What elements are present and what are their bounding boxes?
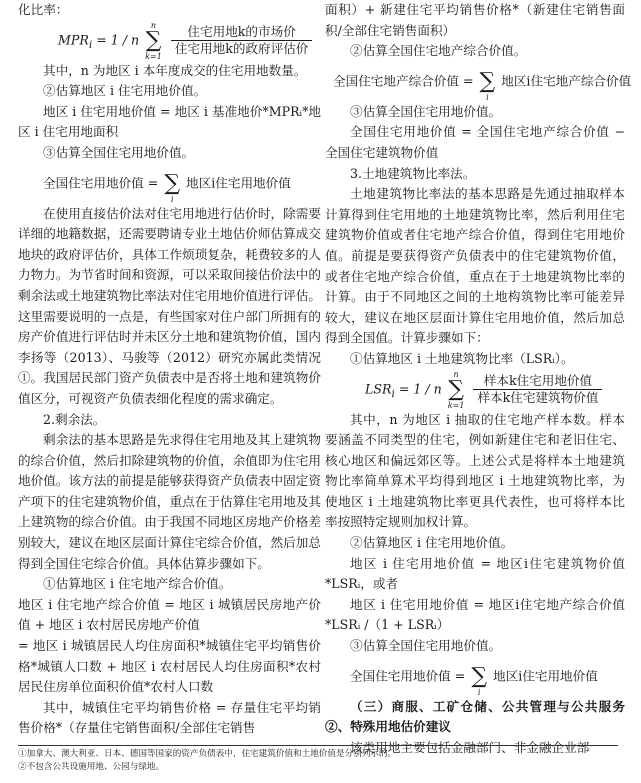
equation-lsr bbox=[325, 370, 625, 410]
summation-symbol: ∑ i bbox=[471, 663, 488, 697]
paragraph: 土地建筑物比率法的基本思路是先通过抽取样本计算得到住宅用地的土地建筑物比率，然后利用住宅建筑物价值或者住宅地产综合价值，得到住宅用地价值。前提是要获得资产负债表中的住宅建筑物价值，或者住宅地产综合价值，重点在于土地建筑物比率的计算。由于不同地区之间的土地构筑物比率可能差异较大，建议在地区层面计算住宅用地价值，然后加总得到全国值。计算步骤如下： bbox=[325, 186, 625, 346]
formula-text: 地区 i 住宅用地价值 = 地区i住宅建筑物价值*LSRᵢ，或者 bbox=[325, 555, 625, 592]
fraction bbox=[473, 373, 602, 406]
section-heading: （三）商服、工矿仓储、公共管理与公共服务②、特殊用地估价建议 bbox=[325, 698, 625, 735]
right-column bbox=[325, 0, 632, 758]
paragraph: 其中，城镇住宅平均销售价格 = 存量住宅平均销售价格*（存量住宅销售面积/全部住宅销售 bbox=[18, 699, 321, 736]
formula-text: 地区 i 住宅用地价值 = 地区 i 基准地价*MPRᵢ*地区 i 住宅用地面积 bbox=[18, 103, 321, 140]
text-line: ③估算全国住宅用地价值。 bbox=[350, 638, 502, 654]
text-line: ①估算地区 i 土地建筑物比率（LSRᵢ）。 bbox=[350, 350, 574, 366]
text-line: 其中，n 为地区 i 本年度成交的住宅用地数量。 bbox=[43, 62, 307, 78]
footnote-2: ②不包含公共设施用地、公园与绿地。 bbox=[18, 762, 165, 772]
eq-lhs: 全国住宅地产综合价值 = bbox=[333, 73, 478, 89]
summation-symbol: n ∑ k=1 bbox=[145, 20, 162, 61]
summation-symbol: ∑ i bbox=[164, 170, 181, 204]
eq-rhs: 地区i住宅用地价值 bbox=[186, 175, 291, 191]
summation-symbol: n ∑ k=1 bbox=[447, 369, 465, 410]
text-line: ③估算全国住宅用地价值。 bbox=[43, 144, 195, 160]
subheading: 2.剩余法。 bbox=[43, 411, 106, 427]
eq-lhs: 全国住宅用地价值 = bbox=[350, 668, 470, 684]
footnotes bbox=[18, 745, 618, 774]
eq-lhs: 全国住宅用地价值 = bbox=[43, 175, 163, 191]
eq-rhs: 地区i住宅地产综合价值 bbox=[501, 73, 632, 89]
equation-national-composite bbox=[325, 62, 632, 102]
paragraph: 面积）+ 新建住宅平均销售价格*（新建住宅销售面积/全部住宅销售面积） bbox=[325, 2, 625, 38]
eq-sub: i bbox=[391, 387, 395, 400]
denominator: 样本k住宅建筑物价值 bbox=[477, 390, 599, 405]
numerator: 样本k住宅用地价值 bbox=[473, 373, 602, 390]
formula-text: 地区 i 住宅地产综合价值 = 地区 i 城镇居民房地产价值 + 地区 i 农村居民房地产价值 bbox=[18, 596, 321, 633]
eq-sub: i bbox=[88, 38, 93, 51]
eq-lhs: LSR bbox=[365, 381, 392, 396]
text-line: ③估算全国住宅用地价值。 bbox=[350, 103, 502, 119]
denominator: 住宅用地k的政府评估价 bbox=[174, 41, 309, 57]
eq-op: = 1 / n bbox=[92, 32, 140, 48]
formula-text: 全国住宅用地价值 = 全国住宅地产综合价值 − 全国住宅建筑物价值 bbox=[325, 124, 625, 160]
formula-text: 地区 i 住宅用地价值 = 地区i住宅地产综合价值*LSRᵢ /（1 + LSRᵢ） bbox=[325, 596, 625, 633]
eq-lhs: MPR bbox=[58, 32, 89, 48]
subheading: 3.土地建筑物比率法。 bbox=[350, 165, 476, 181]
left-column bbox=[18, 0, 321, 739]
text-line: ②估算地区 i 住宅用地价值。 bbox=[350, 535, 514, 551]
paragraph: 在使用直接估价法对住宅用地进行估价时，除需要详细的地籍数据，还需要聘请专业土地估价师估算成交地块的政府评估价，具体工作烦琐复杂，耗费较多的人力物力。为节省时间和资源，可以采取间接估价法中的剩余法或土地建筑物比率法对住宅用地价值进行评估。这里需要说明的一点是，有些国家对住户部门所拥有的房产价值进行评估时并未区分土地和建筑物价值，国内李扬等（2013）、马骏等（2012）研究亦属此类情况①。我国居民部门资产负债表中是否将土地和建筑物价值区分，可视资产负债表细化程度的需求确定。 bbox=[18, 205, 321, 406]
formula-text: = 地区 i 城镇居民人均住房面积*城镇住宅平均销售价格*城镇人口数 + 地区 i 农村居民人均住房面积*农村居民住房单位面积价值*农村人口数 bbox=[18, 638, 321, 695]
eq-op: = 1 / n bbox=[394, 381, 442, 396]
footnote-1: ①加拿大、澳大利亚、日本、德国等国家的资产负债表中，住宅建筑价值和土地价值是分别列示的。 bbox=[18, 749, 397, 759]
equation-national-land bbox=[18, 164, 321, 204]
equation-mpr bbox=[18, 21, 321, 61]
text-line: 化比率： bbox=[18, 2, 69, 17]
text-line: ①估算地区 i 住宅地产综合价值。 bbox=[43, 576, 232, 592]
paragraph: 其中，n 为地区 i 抽取的住宅地产样本数。样本要涵盖不同类型的住宅，例如新建住宅和老旧住宅、核心地区和偏远郊区等。上述公式是将样本土地建筑物比率简单算术平均得到地区 i 土地建筑物比率，为使地区 i 土地建筑物比率更具代表性，也可将样本比率按照特定规则加权计算。 bbox=[325, 411, 625, 530]
summation-symbol: ∑ i bbox=[479, 68, 496, 102]
text-line: ②估算地区 i 住宅用地价值。 bbox=[43, 83, 207, 99]
eq-rhs: 地区i住宅用地价值 bbox=[493, 668, 598, 684]
numerator: 住宅用地k的市场价 bbox=[171, 24, 313, 41]
paragraph: 该类用地主要包括金融部门、非金融企业部 bbox=[350, 739, 590, 755]
fraction bbox=[171, 24, 313, 57]
paragraph: 剩余法的基本思路是先求得住宅用地及其上建筑物的综合价值，然后扣除建筑物的价值，余值即为住宅用地价值。该方法的前提是能够获得资产负债表中固定资产项下的住宅建筑物价值，重点在于估算住宅用地及其上建筑物的综合价值。由于我国不同地区房地产价格差别较大，建议在地区层面计算住宅综合价值，然后加总得到全国住宅综合价值。具体估算步骤如下。 bbox=[18, 432, 321, 571]
text-line: ②估算全国住宅地产综合价值。 bbox=[350, 43, 527, 59]
equation-national-land-2 bbox=[325, 657, 625, 697]
